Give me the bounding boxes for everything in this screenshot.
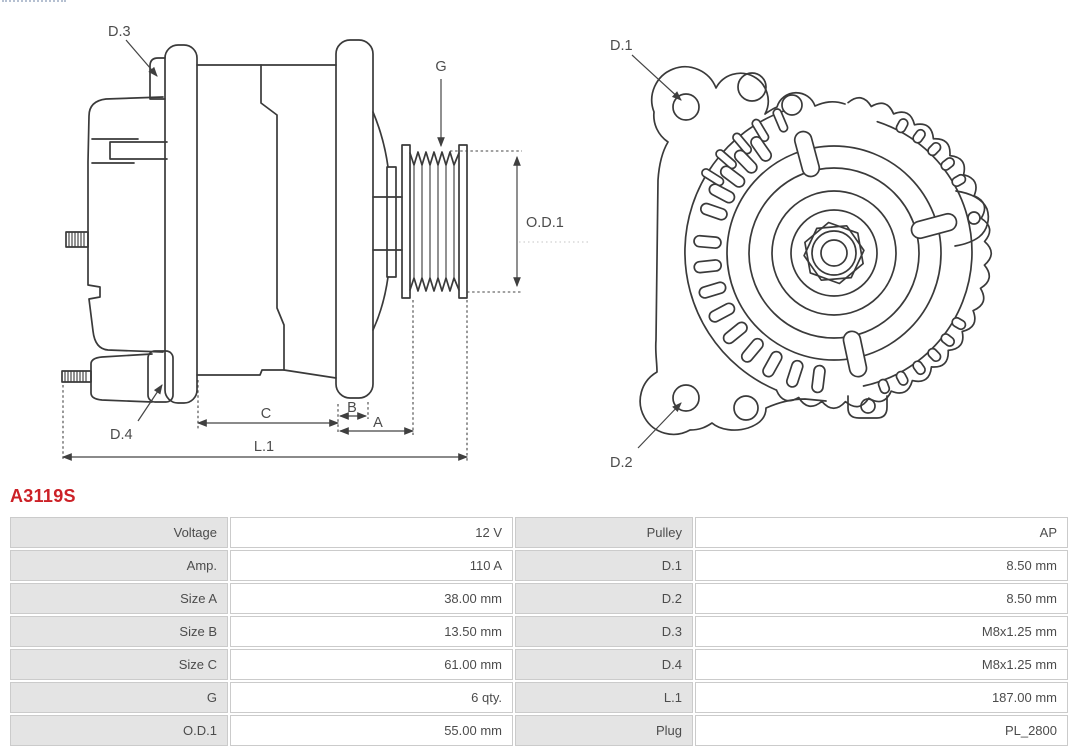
spec-value: PL_2800 <box>695 715 1068 746</box>
specs-table <box>10 517 1068 746</box>
dim-label-l1: L.1 <box>253 439 275 455</box>
face-circles <box>727 146 941 360</box>
front-view <box>610 38 991 471</box>
dim-label-d3: D.3 <box>108 24 131 40</box>
spec-value: 55.00 mm <box>230 715 513 746</box>
spec-label: Size B <box>10 616 228 647</box>
spec-label: Plug <box>515 715 693 746</box>
side-stud <box>66 232 88 247</box>
side-view <box>62 24 588 461</box>
part-number: A3119S <box>10 486 76 506</box>
spec-label: G <box>10 682 228 713</box>
spec-label: Voltage <box>10 517 228 548</box>
spec-value: 8.50 mm <box>695 583 1068 614</box>
spec-label: D.2 <box>515 583 693 614</box>
rear-flange <box>150 45 197 403</box>
spec-value: M8x1.25 mm <box>695 616 1068 647</box>
dim-label-b: B <box>347 400 357 416</box>
spec-label: O.D.1 <box>10 715 228 746</box>
main-body <box>197 65 336 378</box>
spec-value: 38.00 mm <box>230 583 513 614</box>
spec-value: AP <box>695 517 1068 548</box>
rear-housing <box>88 97 167 352</box>
dim-label-c: C <box>260 406 272 422</box>
front-bracket <box>336 40 402 398</box>
spec-label: Pulley <box>515 517 693 548</box>
side-view-dimensions <box>63 24 588 461</box>
hole-d1 <box>673 94 699 120</box>
spec-value: 8.50 mm <box>695 550 1068 581</box>
spec-label: Amp. <box>10 550 228 581</box>
spec-label: D.4 <box>515 649 693 680</box>
spec-label: D.3 <box>515 616 693 647</box>
dim-label-od1: O.D.1 <box>526 215 564 231</box>
pulley <box>402 145 467 298</box>
rib-slots <box>877 117 967 394</box>
spec-value: 187.00 mm <box>695 682 1068 713</box>
spec-label: Size A <box>10 583 228 614</box>
fan-spokes <box>793 130 959 379</box>
dim-label-d2: D.2 <box>610 455 633 471</box>
spec-value: 110 A <box>230 550 513 581</box>
front-view-dimensions <box>610 38 681 471</box>
dim-label-a: A <box>373 415 383 431</box>
spec-label: D.1 <box>515 550 693 581</box>
upper-web-slots <box>700 108 788 187</box>
spec-value: M8x1.25 mm <box>695 649 1068 680</box>
rib-inner-arc <box>864 122 972 386</box>
hub-and-nut <box>791 210 877 296</box>
spec-value: 12 V <box>230 517 513 548</box>
spec-value: 61.00 mm <box>230 649 513 680</box>
spec-label: L.1 <box>515 682 693 713</box>
spec-value: 6 qty. <box>230 682 513 713</box>
spec-label: Size C <box>10 649 228 680</box>
dim-label-d1: D.1 <box>610 38 633 54</box>
spec-value: 13.50 mm <box>230 616 513 647</box>
dim-label-d4: D.4 <box>110 427 133 443</box>
dim-label-g: G <box>435 59 447 75</box>
